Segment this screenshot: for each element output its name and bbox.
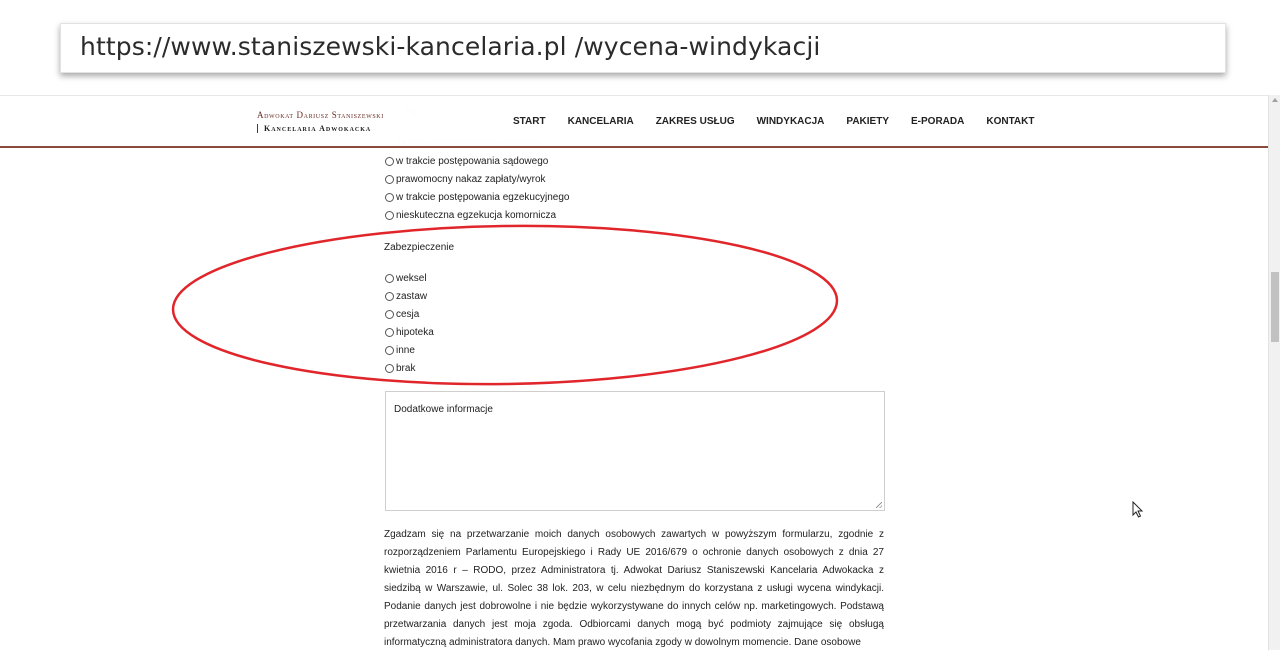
radio-button[interactable] (385, 364, 394, 373)
radio-label: brak (396, 362, 416, 374)
site-header (0, 96, 1268, 148)
radio-button[interactable] (385, 310, 394, 319)
menu-item-start[interactable]: START (513, 116, 546, 127)
logo-name: Adwokat Dariusz Staniszewski (257, 110, 384, 120)
radio-button[interactable] (385, 274, 394, 283)
scroll-up-icon[interactable] (1272, 98, 1278, 102)
stage-option-ineffective[interactable] (385, 208, 556, 222)
menu-item-windykacja[interactable]: WINDYKACJA (756, 116, 825, 127)
security-option-brak[interactable] (385, 361, 415, 375)
consent-text: Zgadzam się na przetwarzanie moich danych osobowych zawartych w powyższym formularzu, zgodnie z rozporządzeniem Parlamentu Europejskiego i Rady UE 2016/679 o ochronie danych osobowych z dnia 27 kwietnia 2016 r – RODO, przez Administratora tj. Adwokat Dariusz Staniszewski Kancelaria Adwokacka z siedzibą w Warszawie, ul. Solec 38 lok. 203, w celu niezbędnym do korzystana z usługi wycena windykacji. Podanie danych jest dobrowolne i nie będzie wykorzystywane do innych celów np. marketingowych. Podstawą przetwarzania danych jest moja zgoda. Odbiorcami danych mogą być podmioty zajmujące się obsługą informatyczną administratora danych. Mam prawo wycofania zgody w dowolnym momencie. Dane osobowe (384, 529, 884, 648)
menu-item-zakres-uslug[interactable]: ZAKRES USŁUG (655, 116, 735, 127)
security-label: Zabezpieczenie (384, 242, 455, 253)
valuation-form (0, 96, 1268, 650)
radio-button[interactable] (385, 175, 394, 184)
textarea-placeholder: Dodatkowe informacje (394, 404, 493, 415)
additional-info-textarea[interactable] (385, 391, 885, 511)
radio-label: hipoteka (396, 326, 434, 338)
stage-option-court[interactable] (385, 154, 548, 168)
radio-label: nieskuteczna egzekucja komornicza (396, 209, 557, 221)
scrollbar-thumb[interactable] (1271, 272, 1279, 342)
security-option-zastaw[interactable] (385, 289, 427, 303)
radio-label: w trakcie postępowania egzekucyjnego (396, 191, 570, 203)
stage-option-enforcement[interactable] (385, 190, 569, 204)
radio-button[interactable] (385, 193, 394, 202)
radio-label: weksel (396, 272, 427, 284)
radio-button[interactable] (385, 157, 394, 166)
security-option-cesja[interactable] (385, 307, 419, 321)
radio-label: zastaw (396, 290, 428, 302)
radio-button[interactable] (385, 292, 394, 301)
webpage (0, 95, 1268, 650)
menu-item-kancelaria[interactable]: KANCELARIA (567, 116, 634, 127)
logo-subtitle: Kancelaria Adwokacka (257, 124, 384, 133)
radio-label: cesja (396, 308, 420, 320)
menu-item-e-porada[interactable]: E-PORADA (911, 116, 965, 127)
radio-button[interactable] (385, 346, 394, 355)
radio-label: prawomocny nakaz zapłaty/wyrok (396, 173, 546, 185)
security-option-weksel[interactable] (385, 271, 427, 285)
page-scrollbar[interactable] (1268, 95, 1280, 650)
mouse-cursor-icon (1132, 501, 1144, 519)
site-logo[interactable] (257, 110, 384, 133)
security-option-inne[interactable] (385, 343, 415, 357)
menu-item-kontakt[interactable]: KONTAKT (986, 116, 1035, 127)
main-menu (513, 116, 1056, 127)
stage-option-judgment[interactable] (385, 172, 546, 186)
resize-grip-icon[interactable] (876, 502, 882, 508)
radio-label: inne (396, 344, 415, 356)
radio-button[interactable] (385, 328, 394, 337)
radio-label: w trakcie postępowania sądowego (396, 155, 549, 167)
radio-button[interactable] (385, 211, 394, 220)
address-bar[interactable] (60, 23, 1226, 73)
url-text: https://www.staniszewski-kancelaria.pl /wycena-windykacji (80, 32, 821, 61)
menu-item-pakiety[interactable]: PAKIETY (846, 116, 889, 127)
security-option-hipoteka[interactable] (385, 325, 434, 339)
